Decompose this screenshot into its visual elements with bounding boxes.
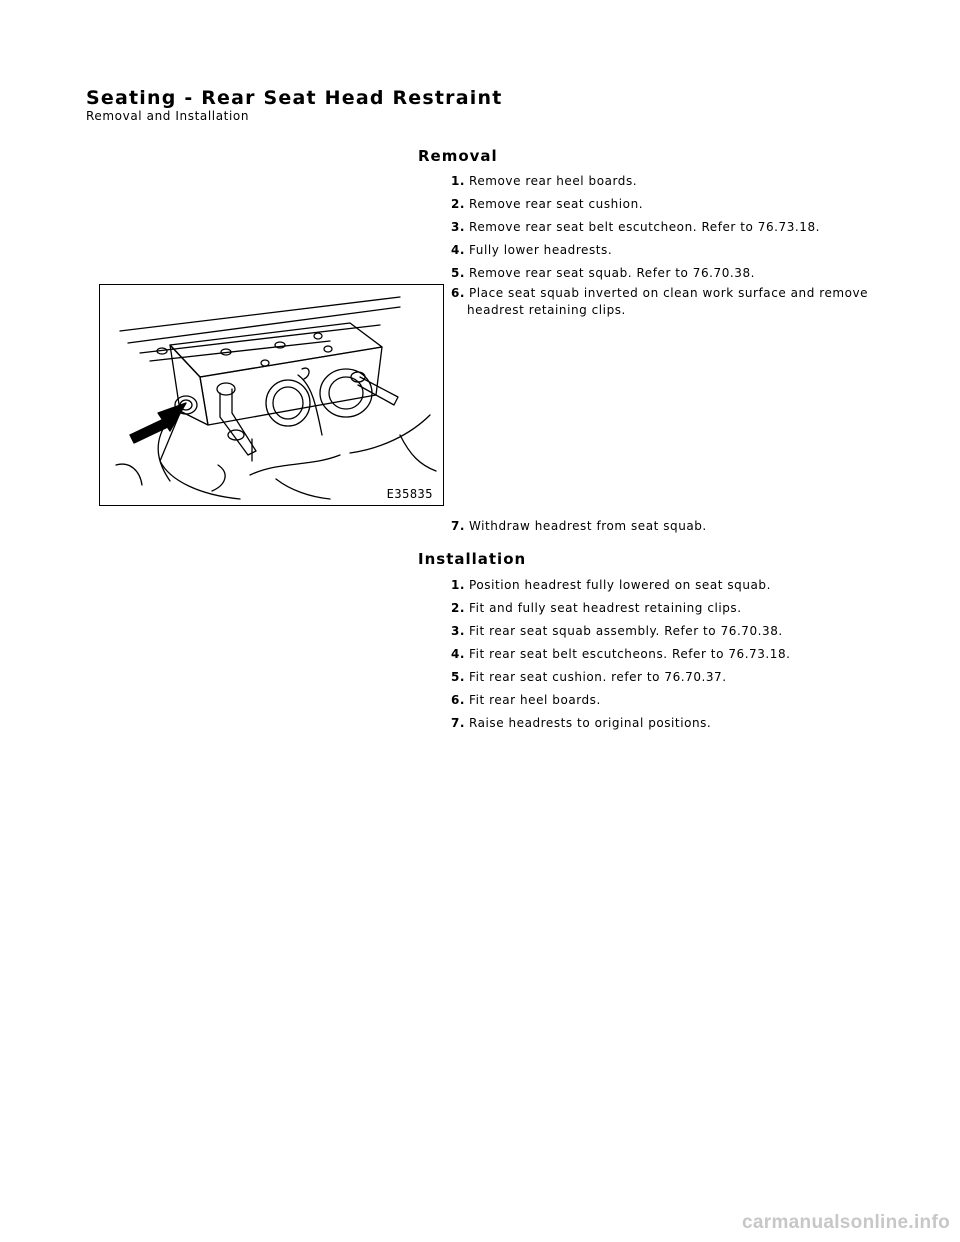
removal-heading: Removal xyxy=(418,147,498,165)
page-title: Seating - Rear Seat Head Restraint xyxy=(86,87,503,109)
installation-step-3: 3. Fit rear seat squab assembly. Refer to 76.70.38. xyxy=(451,624,783,638)
headrest-clip-illustration xyxy=(99,284,444,506)
removal-step-4: 4. Fully lower headrests. xyxy=(451,243,613,257)
installation-step-7: 7. Raise headrests to original positions. xyxy=(451,716,712,730)
figure-code-label: E35835 xyxy=(386,487,433,501)
removal-step-1: 1. Remove rear heel boards. xyxy=(451,174,638,188)
removal-step-7: 7. Withdraw headrest from seat squab. xyxy=(451,519,707,533)
installation-step-1: 1. Position headrest fully lowered on seat squab. xyxy=(451,578,771,592)
installation-step-4: 4. Fit rear seat belt escutcheons. Refer to 76.73.18. xyxy=(451,647,791,661)
page-subtitle: Removal and Installation xyxy=(86,109,250,123)
watermark-text: carmanualsonline.info xyxy=(742,1212,950,1233)
installation-step-6: 6. Fit rear heel boards. xyxy=(451,693,601,707)
removal-step-6: 6. Place seat squab inverted on clean work surface and remove headrest retaining clips. xyxy=(451,286,869,317)
installation-heading: Installation xyxy=(418,550,527,568)
removal-step-2: 2. Remove rear seat cushion. xyxy=(451,197,644,211)
removal-step-5: 5. Remove rear seat squab. Refer to 76.70.38. xyxy=(451,266,756,280)
installation-step-2: 2. Fit and fully seat headrest retaining clips. xyxy=(451,601,742,615)
installation-step-5: 5. Fit rear seat cushion. refer to 76.70.37. xyxy=(451,670,727,684)
removal-step-3: 3. Remove rear seat belt escutcheon. Refer to 76.73.18. xyxy=(451,220,820,234)
